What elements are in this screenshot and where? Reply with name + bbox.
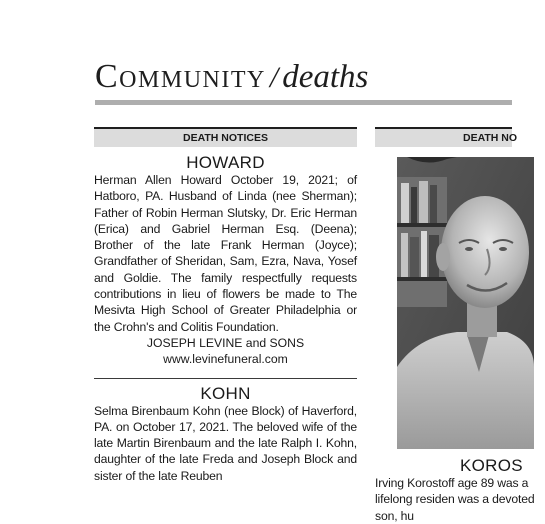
notice-name: KOROS: [460, 456, 523, 475]
death-notices-bar: DEATH NOTICES: [94, 127, 357, 147]
notice-text: Herman Allen Howard October 19, 2021; of Hatboro, PA. Husband of Linda (nee Sherman); Father of Robin Herman Slutsky, Dr. Eric Herman (Erica) and Gabriel Herman Esq. (Deena); Brother of the late Frank Herman (Joyce); Grandfather of Sheridan, Sam, Ezra, Nava, Yosef and Goldie. The family respectfully requests contributions in lieu of flowers be made to The Mesivta High School of Greater Philadelphia or the Crohn's and Colitis Foundation.: [94, 173, 357, 334]
notice-name: HOWARD: [186, 153, 265, 172]
death-notices-bar: DEATH NO: [375, 127, 512, 147]
funeral-home: JOSEPH LEVINE and SONS: [146, 335, 305, 350]
header-rule: [95, 100, 512, 105]
notice-text: Selma Birenbaum Kohn (nee Block) of Haverford, PA. on October 17, 2021. The beloved wife of the late Martin Birenbaum and the late Ralph I. Kohn, daughter of the late Freda and Joseph Block and sister of the late Reuben: [94, 403, 357, 483]
notice-text: Irving Korostoff age 89 was a lifelong residen was a devoted son, hu: [375, 476, 535, 523]
notice-howard: [94, 154, 357, 368]
header-separator: /: [269, 61, 279, 94]
notice-divider: [94, 378, 357, 379]
notice-name: KOHN: [200, 383, 251, 403]
funeral-home-website: www.levinefuneral.com: [163, 352, 288, 367]
notice-kohn: [94, 385, 357, 484]
section-header: [95, 58, 368, 96]
subsection-title: deaths: [282, 59, 369, 95]
right-column: [375, 127, 535, 524]
portrait-photo: [397, 157, 534, 449]
left-column: [94, 127, 357, 484]
section-title: Community: [95, 58, 266, 95]
portrait-image: [397, 157, 534, 449]
